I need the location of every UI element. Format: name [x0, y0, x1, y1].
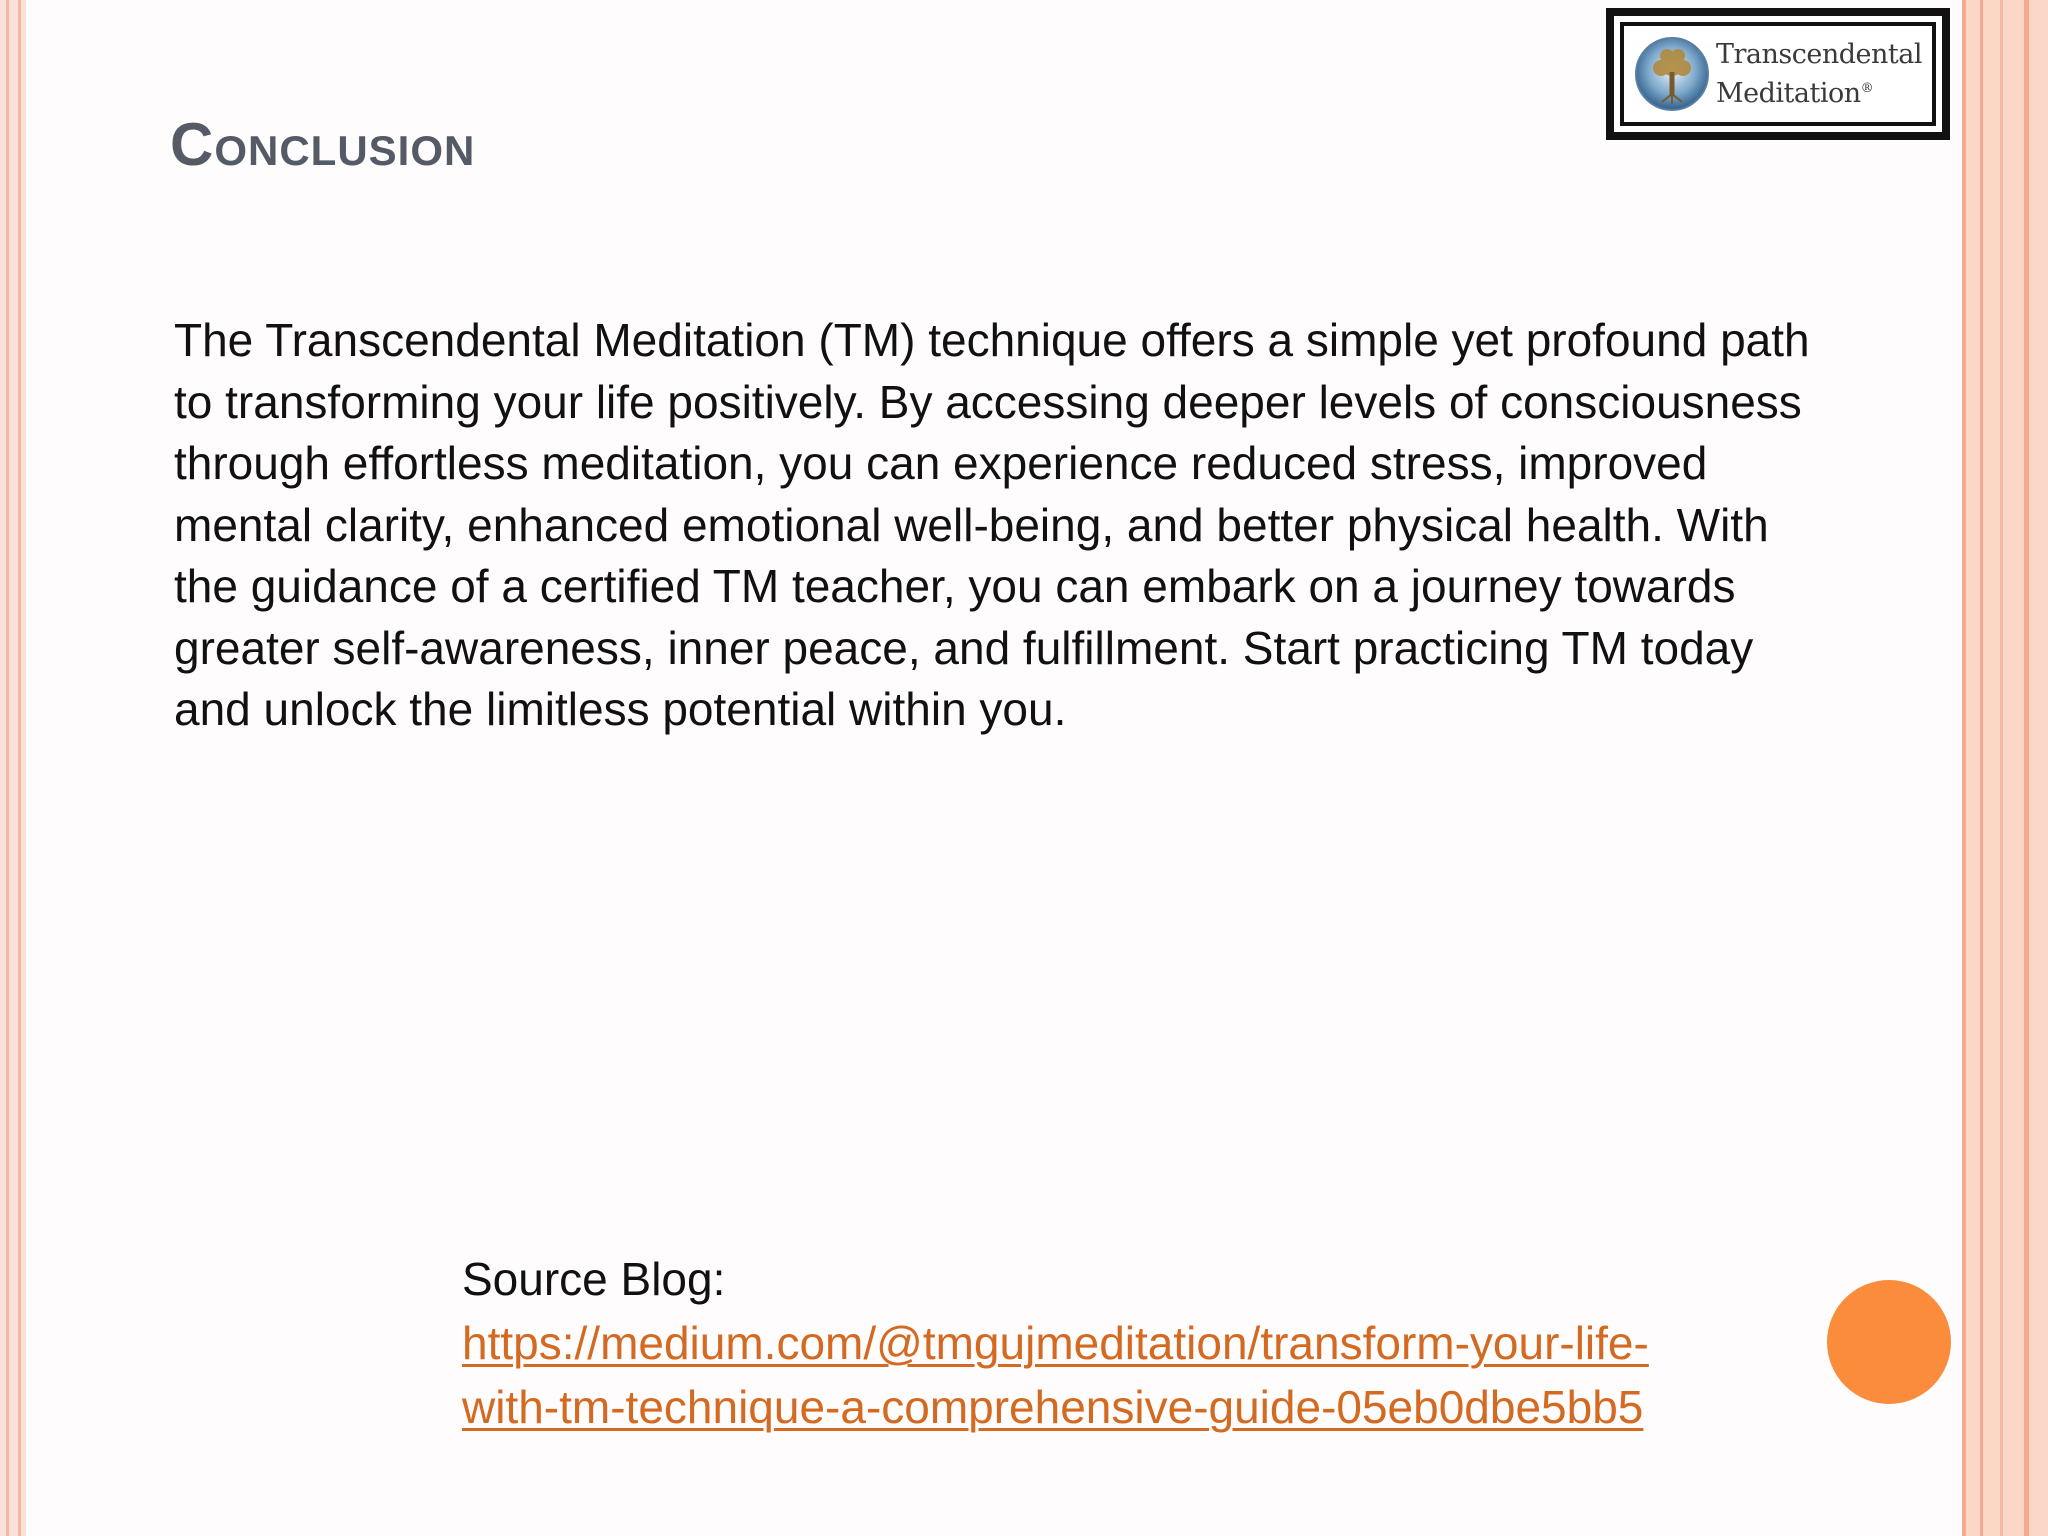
left-border-line — [6, 0, 9, 1536]
source-block — [462, 1247, 1822, 1439]
tm-logo — [1606, 8, 1950, 140]
logo-line-2: Meditation — [1716, 77, 1861, 109]
decorative-orange-circle — [1827, 1280, 1951, 1404]
source-link-line-2: with-tm-technique-a-comprehensive-guide-05eb0dbe5bb5 — [462, 1381, 1644, 1433]
left-border-line — [18, 0, 21, 1536]
registered-mark: ® — [1860, 80, 1874, 96]
right-border-line — [2000, 0, 2003, 1536]
source-link[interactable] — [462, 1317, 1649, 1433]
left-border-band — [0, 0, 26, 1536]
right-border-line — [1980, 0, 1983, 1536]
conclusion-paragraph: The Transcendental Meditation (TM) technique offers a simple yet profound path to transforming your life positively. By accessing deeper levels of consciousness through effortless meditation, you can experience reduced stress, improved mental clarity, enhanced emotional well-being, and better physical health. With the guidance of a certified TM teacher, you can embark on a journey towards greater self-awareness, inner peace, and fulfillment. Start practicing TM today and unlock the limitless potential within you. — [174, 314, 1810, 735]
slide-title: Conclusion — [170, 111, 476, 178]
source-link-line-1: https://medium.com/@tmgujmeditation/transform-your-life- — [462, 1317, 1649, 1369]
tree-globe-icon — [1634, 36, 1710, 112]
source-label: Source Blog: — [462, 1253, 726, 1305]
right-border-line — [2024, 0, 2029, 1536]
logo-line-1: Transcendental — [1716, 38, 1922, 70]
right-border-line — [1962, 0, 1966, 1536]
logo-wordmark — [1716, 38, 1922, 111]
right-border-band — [1966, 0, 2048, 1536]
